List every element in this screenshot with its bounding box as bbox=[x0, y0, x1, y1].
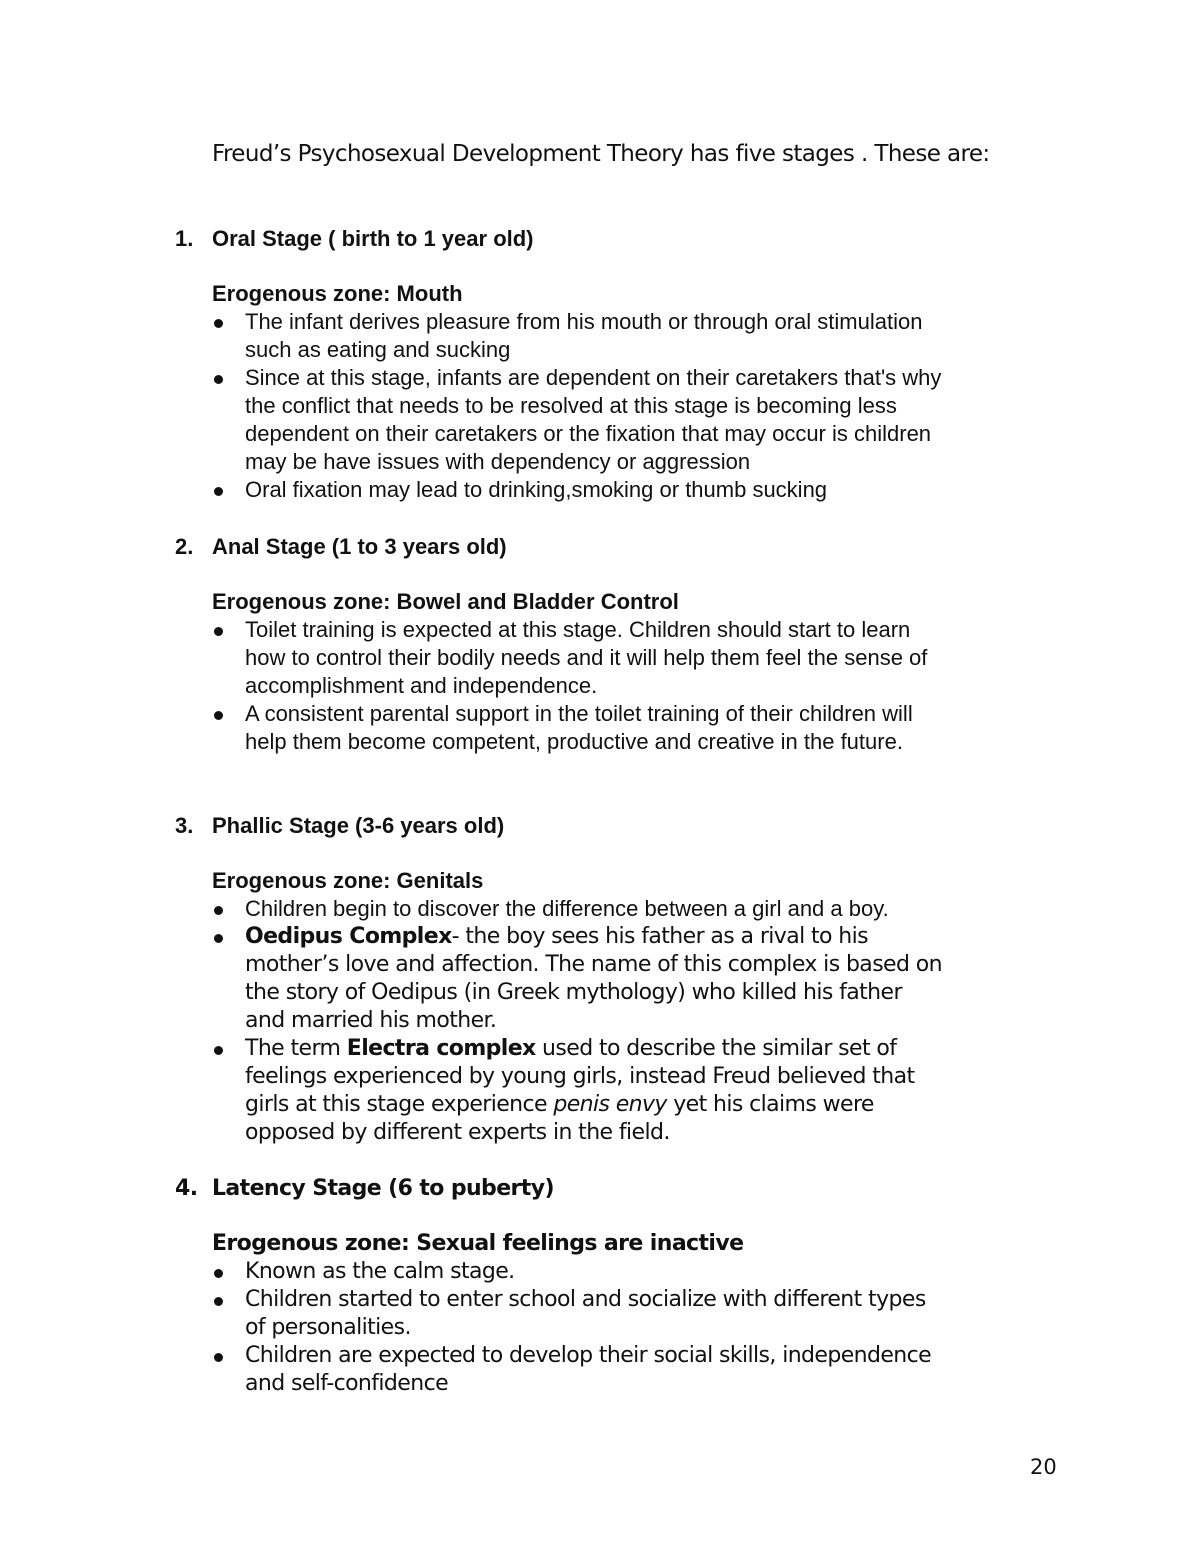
stage-title: Phallic Stage (3-6 years old) bbox=[212, 813, 505, 838]
erogenous-zone: Erogenous zone: Sexual feelings are inactive bbox=[212, 1231, 744, 1256]
bullet-text: Children begin to discover the difference between a girl and a boy. bbox=[245, 896, 889, 921]
bullet-icon bbox=[214, 934, 223, 943]
stage-number: 1. bbox=[175, 226, 194, 251]
bullet-icon bbox=[214, 711, 223, 720]
stage-oral bbox=[175, 225, 1025, 504]
stage-title: Latency Stage (6 to puberty) bbox=[212, 1176, 554, 1201]
bullet-icon bbox=[214, 1297, 223, 1306]
bullet-text: yet his claims were opposed by different experts in the field. bbox=[245, 1092, 874, 1145]
intro-paragraph: Freud’s Psychosexual Development Theory has five stages . These are: bbox=[212, 141, 990, 167]
bullet-icon bbox=[214, 1046, 223, 1055]
bullet-text: A consistent parental support in the toilet training of their children will help them become competent, productive and creative in the future. bbox=[245, 701, 913, 754]
bullet-icon bbox=[214, 906, 223, 915]
bullet-icon bbox=[214, 487, 223, 496]
stage-number: 4. bbox=[175, 1176, 198, 1201]
stage-heading bbox=[175, 812, 1025, 840]
stage-number: 3. bbox=[175, 813, 194, 838]
erogenous-zone: Erogenous zone: Bowel and Bladder Control bbox=[212, 589, 679, 614]
stage-phallic bbox=[175, 812, 1025, 1147]
bullet-list bbox=[138, 616, 945, 756]
bullet-icon bbox=[214, 1269, 223, 1278]
list-item bbox=[245, 895, 945, 923]
list-item bbox=[245, 308, 945, 364]
list-item bbox=[245, 1258, 945, 1286]
bullet-text: used to describe the similar set of feelings experienced by young girls, instead Freud believed that girls at this stage experience bbox=[245, 1036, 915, 1117]
list-item bbox=[245, 476, 945, 504]
bullet-text: Oral fixation may lead to drinking,smoking or thumb sucking bbox=[245, 477, 828, 502]
erogenous-zone: Erogenous zone: Mouth bbox=[212, 281, 463, 306]
bullet-list bbox=[138, 308, 945, 504]
bullet-text: Since at this stage, infants are dependent on their caretakers that's why the conflict that needs to be resolved at this stage is becoming less dependent on their caretakers or the fixation that may occur is children may be have issues with dependency or aggression bbox=[245, 365, 942, 474]
stage-title: Anal Stage (1 to 3 years old) bbox=[212, 534, 507, 559]
list-item bbox=[245, 1035, 945, 1147]
oedipus-complex-term: Oedipus Complex bbox=[245, 924, 452, 949]
bullet-icon bbox=[214, 1353, 223, 1362]
stage-latency bbox=[175, 1175, 1025, 1398]
stage-heading bbox=[175, 1175, 1025, 1203]
penis-envy-term: penis envy bbox=[553, 1092, 667, 1117]
bullet-icon bbox=[214, 627, 223, 636]
stage-title: Oral Stage ( birth to 1 year old) bbox=[212, 226, 534, 251]
bullet-list bbox=[138, 1258, 945, 1398]
erogenous-zone: Erogenous zone: Genitals bbox=[212, 868, 484, 893]
stage-number: 2. bbox=[175, 534, 194, 559]
electra-complex-term: Electra complex bbox=[346, 1036, 536, 1061]
list-item bbox=[245, 616, 945, 700]
bullet-icon bbox=[214, 319, 223, 328]
bullet-text: Children started to enter school and socialize with different types of personalities. bbox=[245, 1287, 926, 1340]
list-item bbox=[245, 1342, 945, 1398]
bullet-text: Toilet training is expected at this stage. Children should start to learn how to control their bodily needs and it will help them feel the sense of accomplishment and independence. bbox=[245, 617, 928, 698]
bullet-text: The term bbox=[245, 1036, 347, 1061]
bullet-text: Known as the calm stage. bbox=[245, 1259, 515, 1284]
list-item bbox=[245, 700, 945, 756]
bullet-icon bbox=[214, 375, 223, 384]
stage-heading bbox=[175, 533, 1025, 561]
list-item bbox=[245, 923, 945, 1035]
page-number: 20 bbox=[1030, 1455, 1057, 1479]
bullet-text: - the boy sees his father as a rival to his mother’s love and affection. The name of this complex is based on the story of Oedipus (in Greek mythology) who killed his father and married his mother. bbox=[245, 924, 942, 1033]
stage-anal bbox=[175, 533, 1025, 756]
bullet-list bbox=[138, 895, 945, 1147]
list-item bbox=[245, 364, 945, 476]
bullet-text: The infant derives pleasure from his mouth or through oral stimulation such as eating and sucking bbox=[245, 309, 923, 362]
stage-heading bbox=[175, 225, 1025, 253]
list-item bbox=[245, 1286, 945, 1342]
bullet-text: Children are expected to develop their social skills, independence and self-confidence bbox=[245, 1343, 932, 1396]
